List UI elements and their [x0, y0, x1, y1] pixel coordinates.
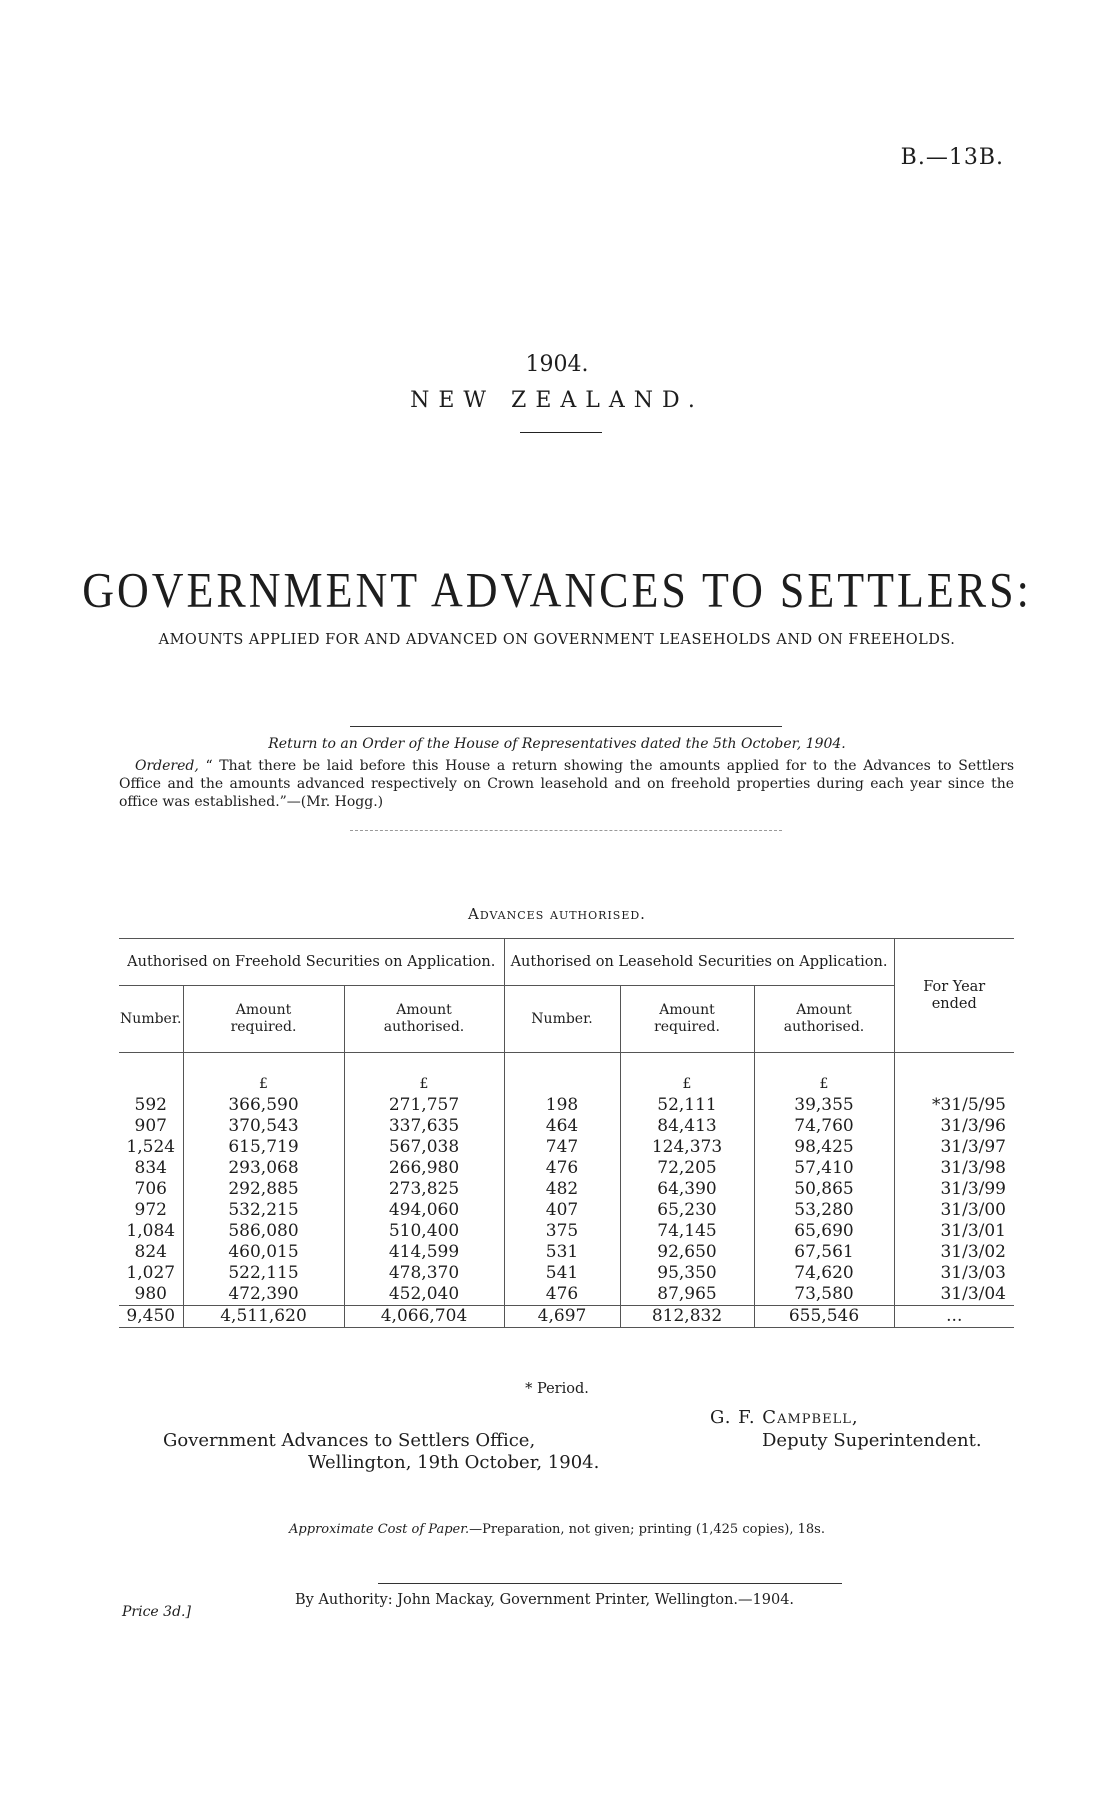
- total-lh-required: 812,832: [620, 1306, 754, 1328]
- office-place-date: Wellington, 19th October, 1904.: [308, 1452, 600, 1473]
- col-header-year: [894, 939, 1014, 1053]
- currency-symbol: £: [754, 1074, 894, 1095]
- table-row: [119, 1116, 1014, 1137]
- cell-lh-number: 482: [504, 1179, 620, 1200]
- divider-rule: [520, 432, 602, 433]
- cell-fh-authorised: 337,635: [344, 1116, 504, 1137]
- cell-lh-required: 65,230: [620, 1200, 754, 1221]
- table-row: [119, 1221, 1014, 1242]
- cell-fh-number: 907: [134, 1116, 167, 1136]
- price-note: Price 3d.]: [122, 1604, 191, 1620]
- cell-year-ended: 31/3/99: [894, 1179, 1014, 1200]
- cell-fh-number: 972: [134, 1200, 167, 1220]
- col-header-year-line2: ended: [931, 995, 977, 1012]
- col-header-line: Amount: [235, 1002, 292, 1018]
- cell-lh-required: 64,390: [620, 1179, 754, 1200]
- cell-year-ended: 31/3/98: [894, 1158, 1014, 1179]
- table-row: [119, 1242, 1014, 1263]
- cell-lh-number: 407: [504, 1200, 620, 1221]
- table-row: [119, 1263, 1014, 1284]
- cell-fh-required: 472,390: [183, 1284, 344, 1306]
- col-header-line: required.: [654, 1019, 720, 1035]
- col-header-lh-required: [620, 986, 754, 1053]
- cell-lh-authorised: 98,425: [754, 1137, 894, 1158]
- ordered-label: Ordered,: [135, 758, 199, 774]
- col-header-fh-required: [183, 986, 344, 1053]
- cell-lh-required: 74,145: [620, 1221, 754, 1242]
- cell-lh-required: 95,350: [620, 1263, 754, 1284]
- total-year: ...: [894, 1306, 1014, 1328]
- table-row: [119, 1095, 1014, 1116]
- signatory-position: Deputy Superintendent.: [762, 1430, 982, 1451]
- cell-year-ended: 31/3/03: [894, 1263, 1014, 1284]
- cell-fh-authorised: 478,370: [344, 1263, 504, 1284]
- cell-lh-authorised: 57,410: [754, 1158, 894, 1179]
- paper-reference: B.—13B.: [900, 145, 1004, 170]
- cell-lh-authorised: 74,760: [754, 1116, 894, 1137]
- cell-lh-number: 464: [504, 1116, 620, 1137]
- cell-fh-required: 532,215: [183, 1200, 344, 1221]
- col-header-line: Amount: [796, 1002, 852, 1018]
- cell-year-ended: 31/3/02: [894, 1242, 1014, 1263]
- cell-lh-number: 476: [504, 1158, 620, 1179]
- cell-fh-authorised: 271,757: [344, 1095, 504, 1116]
- col-header-line: authorised.: [383, 1019, 465, 1035]
- printer-authority: By Authority: John Mackay, Government Printer, Wellington.—1904.: [295, 1592, 795, 1608]
- currency-symbol: £: [344, 1074, 504, 1095]
- cell-lh-authorised: 74,620: [754, 1263, 894, 1284]
- cell-year-ended: *31/5/95: [894, 1095, 1014, 1116]
- total-fh-number: 9,450: [119, 1306, 183, 1328]
- cell-lh-authorised: 53,280: [754, 1200, 894, 1221]
- cost-note: [0, 1522, 1114, 1537]
- advances-table: [119, 938, 1014, 1328]
- cell-lh-authorised: 50,865: [754, 1179, 894, 1200]
- cell-lh-authorised: 39,355: [754, 1095, 894, 1116]
- cell-fh-number: 834: [134, 1158, 167, 1178]
- currency-symbol: £: [620, 1074, 754, 1095]
- ordered-text: “ That there be laid before this House a return showing the amounts applied for to the Advances to Settlers Office and the amounts advanced respectively on Crown leasehold and on freehold properties during each year since the office was established.”—(Mr. Hogg.): [119, 758, 1014, 810]
- cell-lh-number: 198: [504, 1095, 620, 1116]
- col-header-line: Amount: [396, 1002, 452, 1018]
- cell-lh-number: 476: [504, 1284, 620, 1306]
- cell-fh-number: 592: [134, 1095, 167, 1115]
- cell-lh-authorised: 67,561: [754, 1242, 894, 1263]
- cell-year-ended: 31/3/01: [894, 1221, 1014, 1242]
- cell-fh-authorised: 273,825: [344, 1179, 504, 1200]
- table-row: [119, 1179, 1014, 1200]
- divider-rule: [378, 1583, 842, 1584]
- cost-label: Approximate Cost of Paper.: [289, 1522, 470, 1537]
- cell-year-ended: 31/3/00: [894, 1200, 1014, 1221]
- divider-rule: [350, 830, 782, 831]
- document-subtitle: AMOUNTS APPLIED FOR AND ADVANCED ON GOVERNMENT LEASEHOLDS AND ON FREEHOLDS.: [158, 632, 956, 648]
- cell-fh-number: 980: [134, 1284, 167, 1304]
- cell-year-ended: 31/3/96: [894, 1116, 1014, 1137]
- cell-lh-required: 124,373: [620, 1137, 754, 1158]
- cell-lh-number: 531: [504, 1242, 620, 1263]
- cell-lh-required: 52,111: [620, 1095, 754, 1116]
- cell-lh-number: 375: [504, 1221, 620, 1242]
- cell-fh-number: 1,524: [126, 1137, 176, 1157]
- cell-fh-required: 615,719: [183, 1137, 344, 1158]
- total-fh-authorised: 4,066,704: [344, 1306, 504, 1328]
- document-title: GOVERNMENT ADVANCES TO SETTLERS:: [82, 563, 1032, 618]
- group-header-leasehold: Authorised on Leasehold Securities on Application.: [504, 939, 894, 986]
- cell-lh-required: 72,205: [620, 1158, 754, 1179]
- currency-symbol: £: [183, 1074, 344, 1095]
- col-header-line: required.: [230, 1019, 297, 1035]
- cell-fh-authorised: 266,980: [344, 1158, 504, 1179]
- ordered-paragraph: [119, 757, 1014, 811]
- cell-fh-required: 586,080: [183, 1221, 344, 1242]
- cell-lh-required: 87,965: [620, 1284, 754, 1306]
- cell-fh-required: 366,590: [183, 1095, 344, 1116]
- currency-row: [119, 1074, 1014, 1095]
- office-name: Government Advances to Settlers Office,: [163, 1430, 536, 1451]
- table-caption: Advances authorised.: [468, 905, 646, 923]
- total-fh-required: 4,511,620: [183, 1306, 344, 1328]
- cell-lh-required: 92,650: [620, 1242, 754, 1263]
- cell-lh-authorised: 65,690: [754, 1221, 894, 1242]
- table-row: [119, 1158, 1014, 1179]
- cell-fh-authorised: 452,040: [344, 1284, 504, 1306]
- cell-fh-required: 293,068: [183, 1158, 344, 1179]
- cell-fh-required: 522,115: [183, 1263, 344, 1284]
- cell-fh-number: 1,084: [126, 1221, 176, 1241]
- return-order-line: Return to an Order of the House of Representatives dated the 5th October, 1904.: [268, 736, 846, 752]
- divider-rule: [350, 726, 782, 727]
- cell-fh-authorised: 494,060: [344, 1200, 504, 1221]
- cell-lh-number: 541: [504, 1263, 620, 1284]
- cell-fh-number: 824: [134, 1242, 167, 1262]
- cell-fh-authorised: 414,599: [344, 1242, 504, 1263]
- cell-fh-number: 706: [134, 1179, 167, 1199]
- table-row: [119, 1200, 1014, 1221]
- col-header-fh-authorised: [344, 986, 504, 1053]
- col-header-lh-number: Number.: [504, 986, 620, 1053]
- col-header-lh-authorised: [754, 986, 894, 1053]
- cell-lh-required: 84,413: [620, 1116, 754, 1137]
- cell-year-ended: 31/3/04: [894, 1284, 1014, 1306]
- col-header-year-line1: For Year: [923, 978, 986, 995]
- col-header-fh-number: Number.: [119, 986, 183, 1053]
- total-lh-number: 4,697: [504, 1306, 620, 1328]
- cell-fh-authorised: 567,038: [344, 1137, 504, 1158]
- table-row: [119, 1284, 1014, 1306]
- cell-fh-required: 460,015: [183, 1242, 344, 1263]
- totals-row: [119, 1306, 1014, 1328]
- col-header-line: Amount: [659, 1002, 715, 1018]
- cell-lh-authorised: 73,580: [754, 1284, 894, 1306]
- table-footnote: * Period.: [525, 1381, 589, 1397]
- publication-year: 1904.: [525, 352, 589, 377]
- cost-text: —Preparation, not given; printing (1,425 copies), 18s.: [469, 1522, 825, 1537]
- cell-fh-required: 370,543: [183, 1116, 344, 1137]
- total-lh-authorised: 655,546: [754, 1306, 894, 1328]
- cell-fh-authorised: 510,400: [344, 1221, 504, 1242]
- table-row: [119, 1137, 1014, 1158]
- cell-lh-number: 747: [504, 1137, 620, 1158]
- country-heading: NEW ZEALAND.: [410, 388, 704, 413]
- cell-fh-number: 1,027: [126, 1263, 176, 1283]
- group-header-freehold: Authorised on Freehold Securities on Application.: [119, 939, 504, 986]
- col-header-line: authorised.: [783, 1019, 865, 1035]
- signatory-name: G. F. Campbell,: [710, 1407, 859, 1428]
- cell-fh-required: 292,885: [183, 1179, 344, 1200]
- cell-year-ended: 31/3/97: [894, 1137, 1014, 1158]
